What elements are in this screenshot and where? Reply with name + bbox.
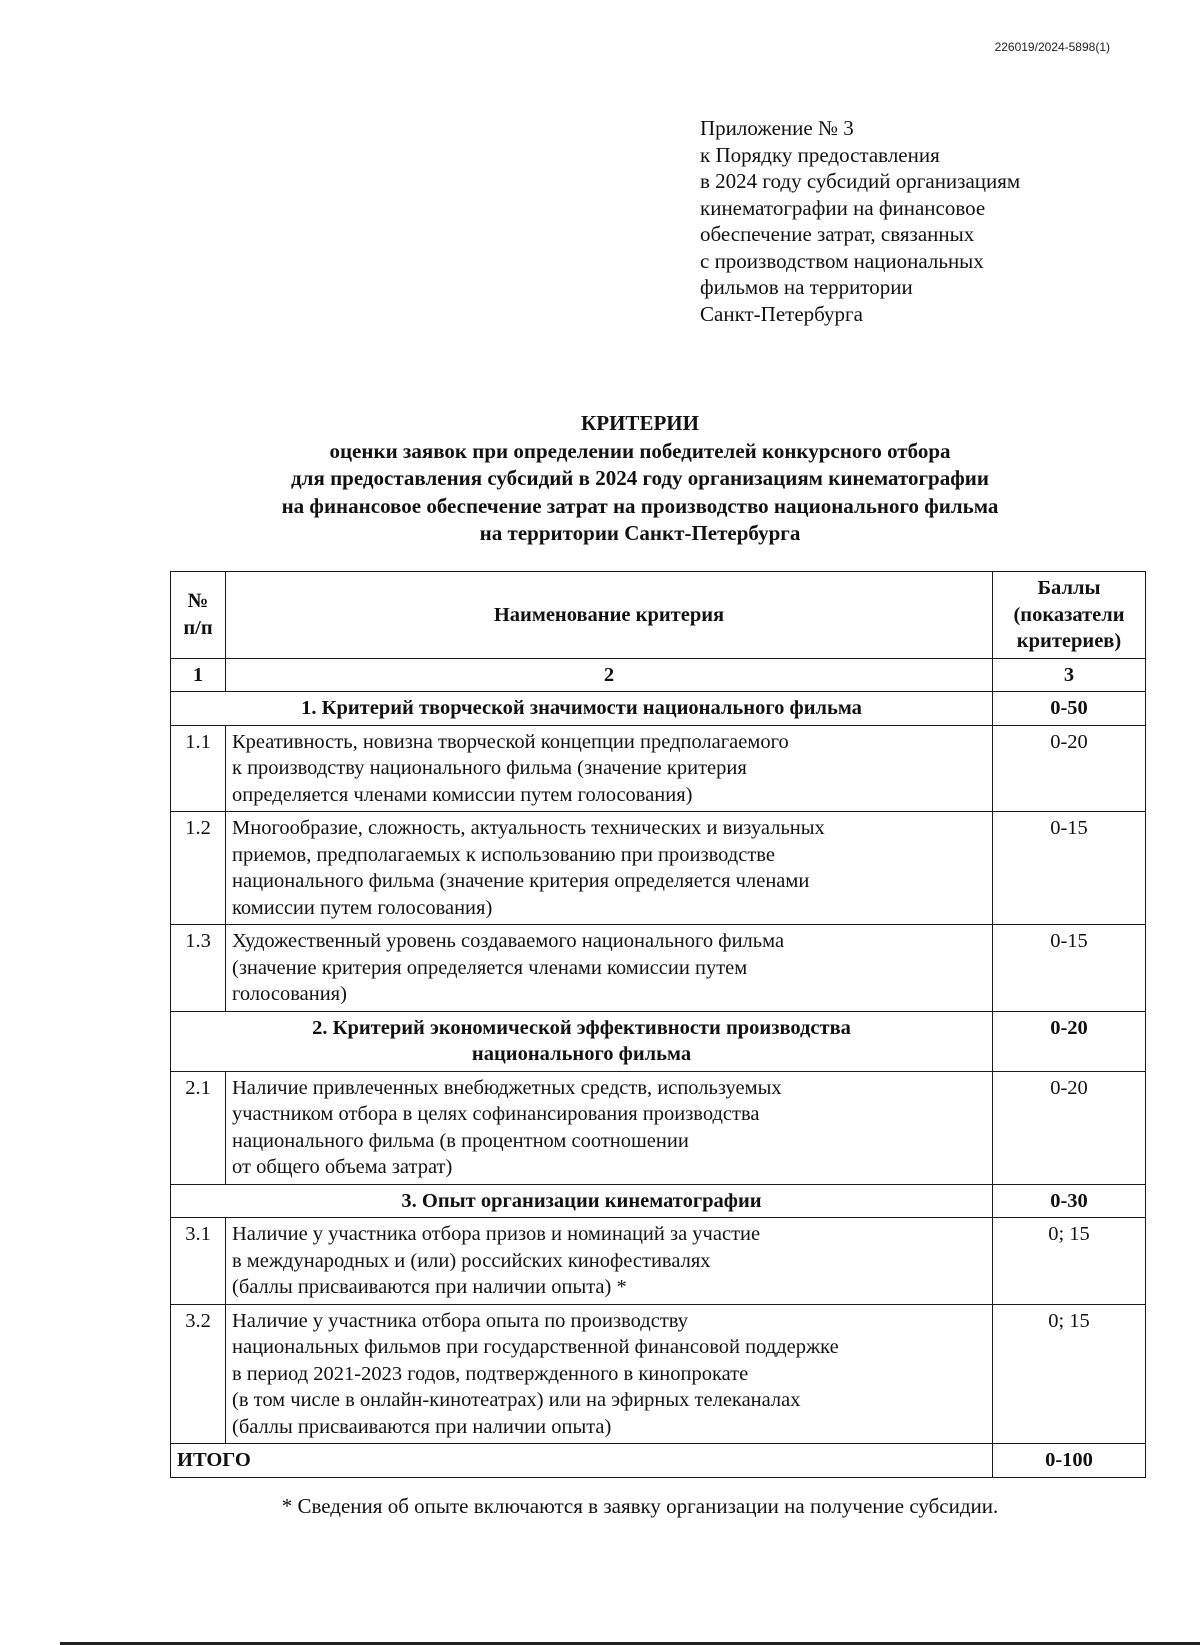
column-number: 2: [226, 658, 993, 692]
title-line: оценки заявок при определении победителей конкурсного отбора: [329, 438, 951, 463]
appendix-line: к Порядку предоставления: [700, 142, 940, 167]
row-description: Наличие у участника отбора призов и номинаций за участие в международных и (или) российских кинофестивалях (баллы присваиваются при наличии опыта) *: [226, 1218, 993, 1305]
document-title: [0, 410, 1200, 548]
row-num: 3.1: [171, 1218, 226, 1305]
title-line: на территории Санкт-Петербурга: [479, 521, 801, 545]
section-row: [171, 692, 1146, 726]
row-description: Художественный уровень создаваемого национального фильма (значение критерия определяется членами комиссии путем голосования): [226, 925, 993, 1012]
row-score: 0; 15: [993, 1218, 1146, 1305]
row-num: 1.2: [171, 812, 226, 925]
appendix-block: [700, 115, 1020, 327]
section-title: 1. Критерий творческой значимости национального фильма: [171, 692, 993, 726]
column-number-row: [171, 658, 1146, 692]
title-line: для предоставления субсидий в 2024 году организациям кинематографии: [291, 466, 989, 490]
appendix-line: обеспечение затрат, связанных: [700, 222, 975, 246]
table-row: [171, 925, 1146, 1012]
table-row: [171, 1218, 1146, 1305]
appendix-line: фильмов на территории: [700, 275, 913, 299]
total-row: [171, 1444, 1146, 1478]
section-row: [171, 1011, 1146, 1071]
section-row: [171, 1184, 1146, 1218]
appendix-line: Приложение № 3: [700, 116, 854, 140]
section-score: 0-50: [993, 692, 1146, 726]
column-number: 3: [993, 658, 1146, 692]
row-num: 3.2: [171, 1304, 226, 1444]
row-score: 0-20: [993, 1071, 1146, 1184]
row-score: 0-20: [993, 725, 1146, 812]
table-row: [171, 1071, 1146, 1184]
section-title: 3. Опыт организации кинематографии: [171, 1184, 993, 1218]
document-id: 226019/2024-5898(1): [994, 40, 1110, 54]
appendix-line: кинематографии на финансовое: [700, 195, 986, 220]
total-label: ИТОГО: [171, 1444, 993, 1478]
column-number: 1: [171, 658, 226, 692]
section-score: 0-30: [993, 1184, 1146, 1218]
row-score: 0-15: [993, 812, 1146, 925]
header-name: Наименование критерия: [226, 572, 993, 659]
row-description: Наличие у участника отбора опыта по производству национальных фильмов при государственной финансовой поддержке в период 2021-2023 годов, подтвержденного в кинопрокате (в том числе в онлайн-кинотеатрах) или на эфирных телеканалах (баллы присваиваются при наличии опыта): [226, 1304, 993, 1444]
appendix-line: Санкт-Петербурга: [700, 301, 863, 326]
row-num: 1.3: [171, 925, 226, 1012]
table-row: [171, 1304, 1146, 1444]
table-row: [171, 812, 1146, 925]
row-description: Креативность, новизна творческой концепции предполагаемого к производству национального фильма (значение критерия определяется членами комиссии путем голосования): [226, 725, 993, 812]
table-row: [171, 725, 1146, 812]
title-line: на финансовое обеспечение затрат на производство национального фильма: [281, 493, 999, 518]
row-description: Многообразие, сложность, актуальность технических и визуальных приемов, предполагаемых к использованию при производстве национального фильма (значение критерия определяется членами комиссии путем голосования): [226, 812, 993, 925]
section-score: 0-20: [993, 1011, 1146, 1071]
section-title: 2. Критерий экономической эффективности производства национального фильма: [171, 1011, 993, 1071]
row-num: 1.1: [171, 725, 226, 812]
row-num: 2.1: [171, 1071, 226, 1184]
header-num: № п/п: [171, 572, 226, 659]
title-heading: КРИТЕРИИ: [581, 411, 699, 435]
criteria-table: [170, 571, 1146, 1478]
total-score: 0-100: [993, 1444, 1146, 1478]
table-header-row: [171, 572, 1146, 659]
row-score: 0-15: [993, 925, 1146, 1012]
row-score: 0; 15: [993, 1304, 1146, 1444]
footnote: * Сведения об опыте включаются в заявку организации на получение субсидии.: [281, 1494, 999, 1518]
header-score: Баллы (показатели критериев): [993, 572, 1146, 659]
appendix-line: в 2024 году субсидий организациям: [700, 169, 1021, 193]
row-description: Наличие привлеченных внебюджетных средств, используемых участником отбора в целях софинансирования производства национального фильма (в процентном соотношении от общего объема затрат): [226, 1071, 993, 1184]
appendix-line: с производством национальных: [700, 248, 984, 273]
